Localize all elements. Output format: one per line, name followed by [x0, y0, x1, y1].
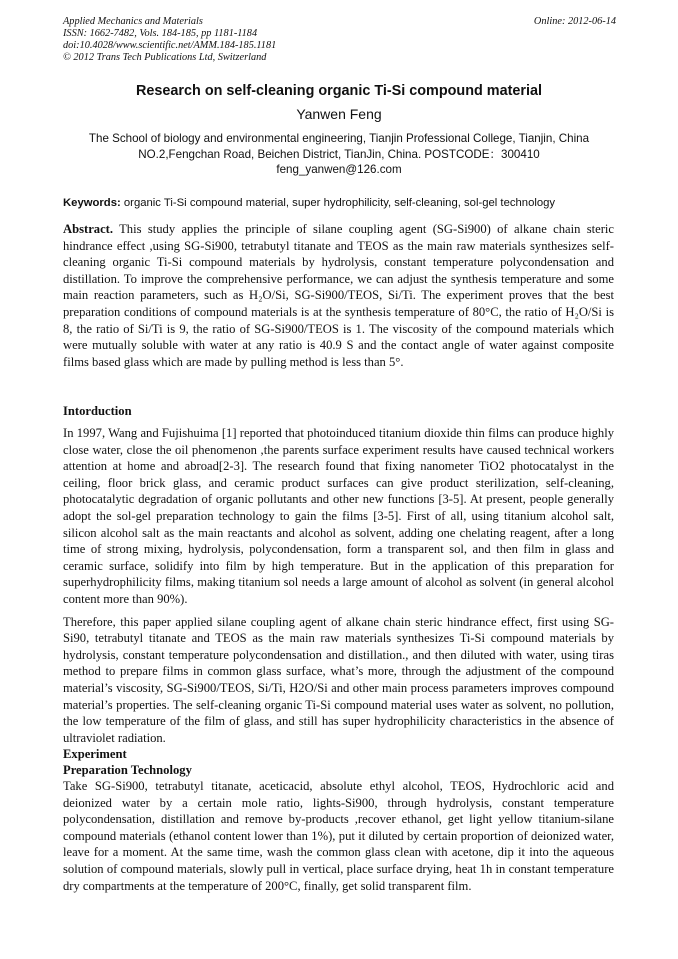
- journal-name: Applied Mechanics and Materials: [63, 16, 203, 27]
- abstract-label: Abstract.: [63, 222, 114, 236]
- keywords-label: Keywords:: [63, 197, 121, 209]
- paper-author: Yanwen Feng: [296, 106, 382, 122]
- online-date: Online: 2012-06-14: [533, 16, 616, 27]
- preparation-body: [63, 778, 614, 894]
- keywords: [63, 196, 623, 211]
- copyright-line: © 2012 Trans Tech Publications Ltd, Switzerland: [63, 52, 267, 63]
- journal-meta: [63, 16, 276, 64]
- introduction-heading: Intorduction: [63, 404, 132, 418]
- preparation-subheading: Preparation Technology: [63, 763, 192, 777]
- experiment-heading: Experiment: [63, 747, 127, 761]
- keywords-text: organic Ti-Si compound material, super hydrophilicity, self-cleaning, sol-gel technology: [120, 197, 556, 209]
- affiliation: [40, 131, 638, 178]
- preparation-paragraph: Take SG-Si900, tetrabutyl titanate, aceticacid, absolute ethyl alcohol, TEOS, Hydrochloric acid and deionized water by a certain mole ratio, lights-Si900, through hydrolysis, constant temperature polycondensation, distillation and remove by-products ,recover ethanol, get light yellow titanium-silane compound materials (ethanol content lower than 1%), put it diluted by certain proportion of deionized water, leave for a moment. At the same time, wash the common glass clean with acetone, dip it into the aqueous solution of compound materials, slowly pull in vertical, place surface drying, heat 1h in constant temperature dry compartments at the temperature of 200°C, finally, get solid transparent film.: [63, 779, 614, 893]
- introduction-body: [63, 425, 614, 746]
- author-email: feng_yanwen@126.com: [276, 163, 402, 176]
- introduction-paragraph-1: In 1997, Wang and Fujishuima [1] reported that photoinduced titanium dioxide thin films can produce highly close water, close the oil phenomenon ,the parents surface experiment results have caused technical workers attention at home and abroad[2-3]. The research found that fixing nanometer TiO2 photocatalyst in the ceiling, floor brick glass, and ceramic product surfaces can give product sterilization, self-cleaning, photocatalytic degradation of organic pollutants and other new functions [3-5]. At present, people generally adopt the sol-gel preparation technology to gain the films [3-5]. First of all, using titanium alcohol salt, silicon alcohol salt as the main reactants and alcohol as solvent, adding one chelating reagent, after a long time of strong mixing, hydrolysis, polycondensation, form a transparent sol, and then film in glass and ceramic surface, solidify into film by high temperature. But in the application of this preparation for superhydrophilicity films, making titanium sol needs a large amount of alcohol as solvent (in general alcohol content more than 90%).: [63, 426, 614, 606]
- abstract: [63, 221, 614, 370]
- issn-line: ISSN: 1662-7482, Vols. 184-185, pp 1181-1184: [63, 28, 258, 39]
- introduction-paragraph-2: Therefore, this paper applied silane coupling agent of alkane chain steric hindrance effect, first using SG-Si90, tetrabutyl titanate and TEOS as the main raw materials synthesizes Ti-Si compound materials by hydrolysis, constant temperature polycondensation and distillation., and then diluted with water, using tiras method to prepare films in common glass surface, what’s more, through the adjustment of the compound material’s viscosity, SG-Si900/TEOS, Si/Ti, H2O/Si and other main process parameters improves compound material’s properties. The self-cleaning organic Ti-Si compound material uses water as solvent, no pollution, the low temperature of the film of glass, and still has super hydrophilicity characteristics in the absence of ultraviolet radiation.: [63, 614, 614, 745]
- paper-title: Research on self-cleaning organic Ti-Si compound material: [136, 83, 542, 99]
- affiliation-line-1: The School of biology and environmental engineering, Tianjin Professional College, Tianjin, China: [88, 132, 590, 145]
- affiliation-line-2: NO.2,Fengchan Road, Beichen District, TianJin, China. POSTCODE：300410: [138, 147, 540, 161]
- abstract-text: This study applies the principle of silane coupling agent (SG-Si900) of alkane chain steric hindrance effect ,using SG-Si900, tetrabutyl titanate and TEOS as the main raw materials synthesizes self-cleaning organic Ti-Si compound materials by hydrolysis, constant temperature polycondensation and distillation. To improve the comprehensive performance, we can adjust the synthesis temperature and some main reaction parameters, such as H₂O/Si, SG-Si900/TEOS, Si/Ti. The experiment proves that the best preparation conditions of compound materials is at the synthesis temperature of 80°C, the ratio of H₂O/Si is 8, the ratio of Si/Ti is 9, the ratio of SG-Si900/TEOS is 1. The viscosity of the compound materials which were mutually soluble with water at any ratio is 40.9 S and the contact angle of water against composite films based glass which are made by pulling method is less than 5°.: [63, 222, 614, 369]
- doi-line: doi:10.4028/www.scientific.net/AMM.184-185.1181: [63, 40, 277, 51]
